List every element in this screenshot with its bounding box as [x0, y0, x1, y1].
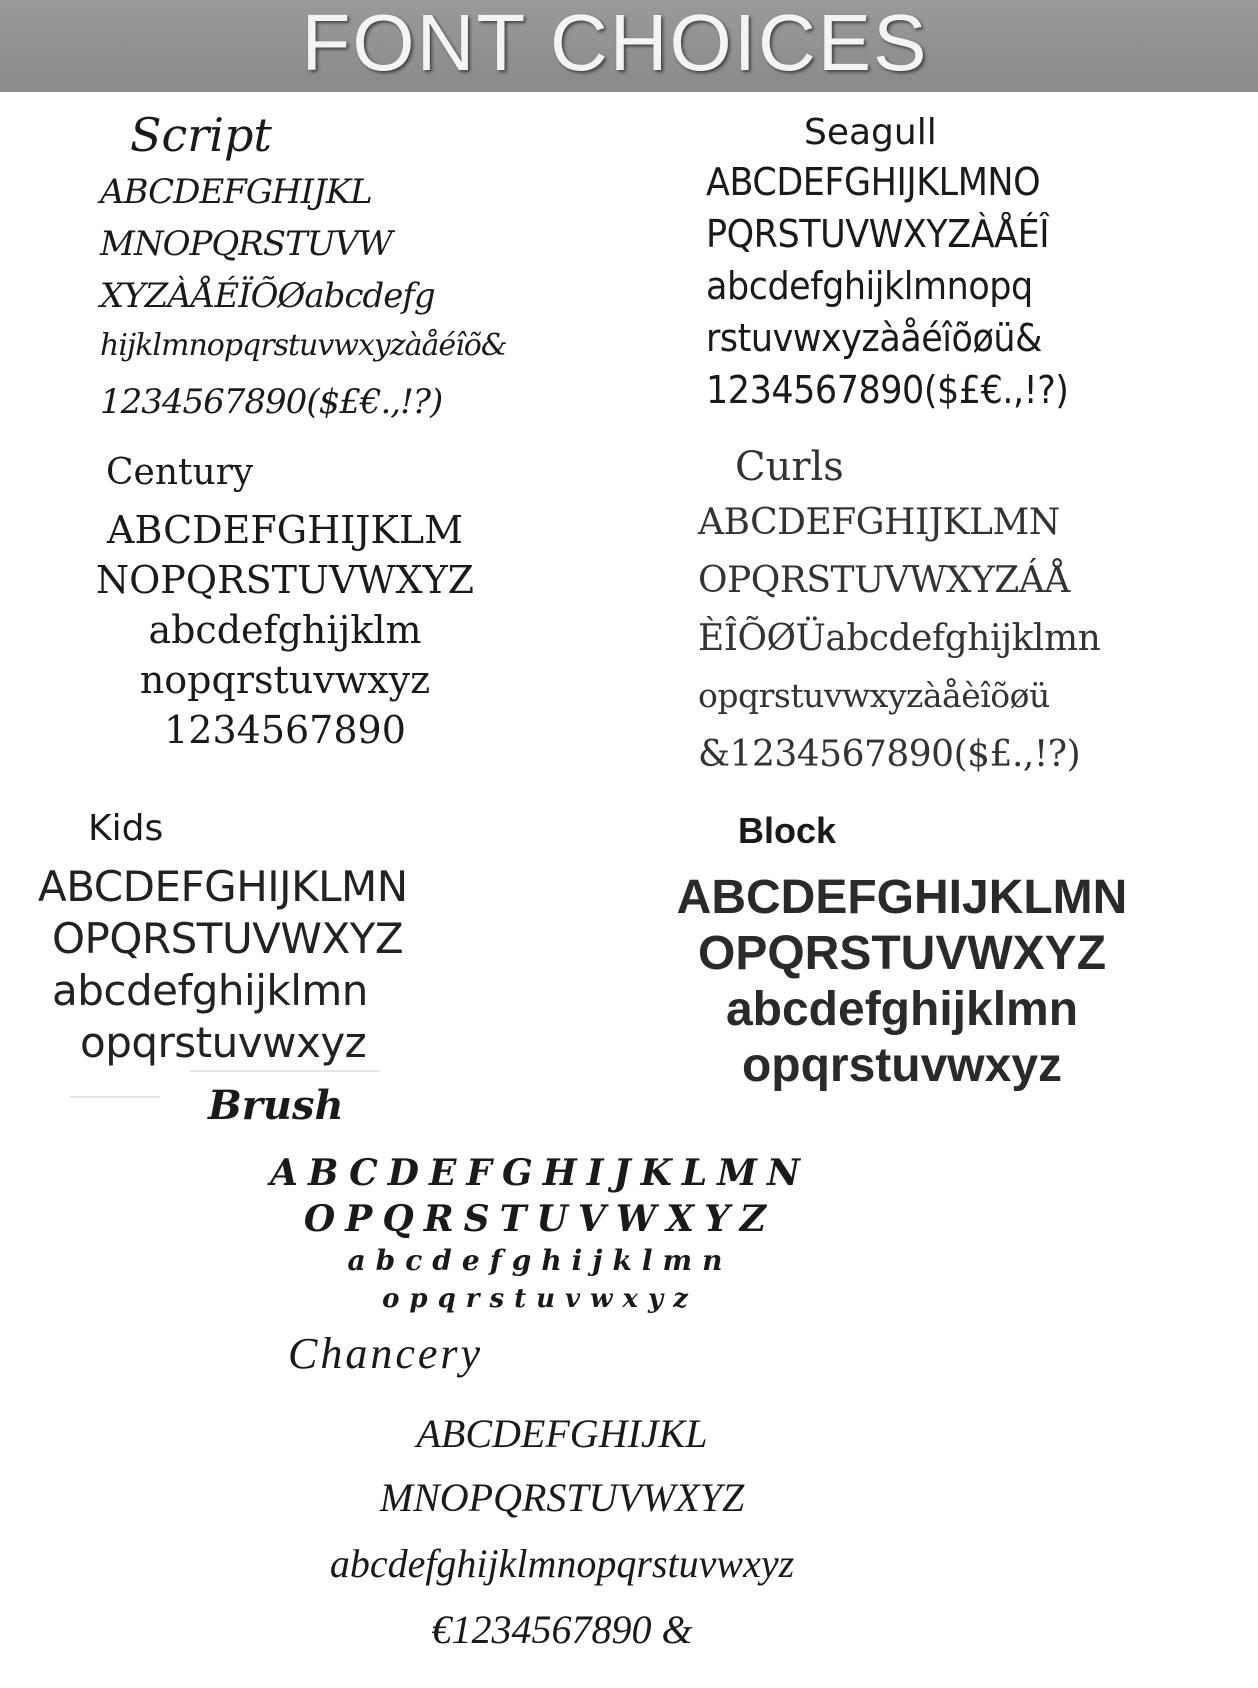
sample-line: €1234567890 & [431, 1607, 693, 1652]
sample-line: NOPQRSTUVWXYZ [95, 558, 475, 602]
sample-line: ÈÎÕØÜabcdefghijklmn [698, 618, 1101, 659]
sample-line: ABCDEFGHIJKL [416, 1411, 708, 1456]
font-name: Brush [208, 1082, 344, 1129]
sample-line: OPQRSTUVWXYZ [52, 914, 404, 963]
sample-line: MNOPQRSTUVWXYZ [379, 1475, 745, 1520]
sample-line: MNOPQRSTUVW [100, 224, 392, 264]
header-banner [0, 0, 1258, 92]
sample-line: OPQRSTUVWXYZÁÅ [698, 560, 1070, 601]
sample-line: abcdefghijklmnopqrstuvwxyz [329, 1541, 795, 1586]
sample-line: opqrstuvwxyz [741, 1039, 1063, 1092]
sample-line: OPQRSTUVWXYZ [697, 927, 1107, 980]
sample-line: XYZÀÅÉÏÕØabcdefg [100, 276, 435, 316]
font-name: Script [130, 108, 272, 162]
sample-line: ABCDEFGHIJKLMN [38, 862, 408, 911]
sample-line: 1234567890($£€.,!?) [100, 382, 443, 422]
sample-line: 1234567890 [164, 708, 406, 752]
sample-line: rstuvwxyzàåéîõøü& [706, 316, 1042, 360]
sample-line: nopqrstuvwxyz [139, 658, 431, 702]
sample-line: opqrstuvwxyzàåèîõøü [698, 676, 1050, 715]
sample-line: PQRSTUVWXYZÀÅÉÎ [706, 212, 1050, 256]
sample-line: abcdefghijklmn [725, 983, 1079, 1036]
sample-line: ABCDEFGHIJKLMN [270, 1152, 810, 1194]
page-title: FONT CHOICES [301, 0, 929, 87]
sample-line: ABCDEFGHIJKLMN [698, 502, 1060, 543]
divider [190, 1070, 380, 1072]
font-name: Seagull [804, 112, 937, 153]
sample-line: opqrstuvwxyz [80, 1018, 367, 1067]
sample-line: abcdefghijklmn [347, 1244, 733, 1277]
font-name: Century [106, 452, 254, 493]
sample-line: OPQRSTUVWXYZ [303, 1198, 777, 1240]
sample-line: 1234567890($£€.,!?) [706, 368, 1069, 412]
font-name: Curls [735, 444, 844, 490]
sample-line: ABCDEFGHIJKLMN [676, 871, 1128, 924]
font-name: Kids [88, 808, 164, 849]
font-name: Block [738, 810, 837, 851]
sample-line: ABCDEFGHIJKLMNO [706, 160, 1041, 204]
sample-line: abcdefghijklmn [52, 966, 368, 1015]
divider [70, 1096, 160, 1098]
font-name: Chancery [288, 1329, 484, 1378]
sample-line: ABCDEFGHIJKL [100, 172, 372, 212]
sample-line: abcdefghijklm [148, 608, 422, 652]
sample-line: abcdefghijklmnopq [706, 264, 1033, 308]
sample-line: opqrstuvwxyz [382, 1284, 698, 1314]
sample-line: ABCDEFGHIJKLM [107, 508, 463, 552]
sample-line: hijklmnopqrstuvwxyzàåéîõ& [100, 328, 507, 363]
sample-line: &1234567890($£.,!?) [698, 734, 1081, 775]
